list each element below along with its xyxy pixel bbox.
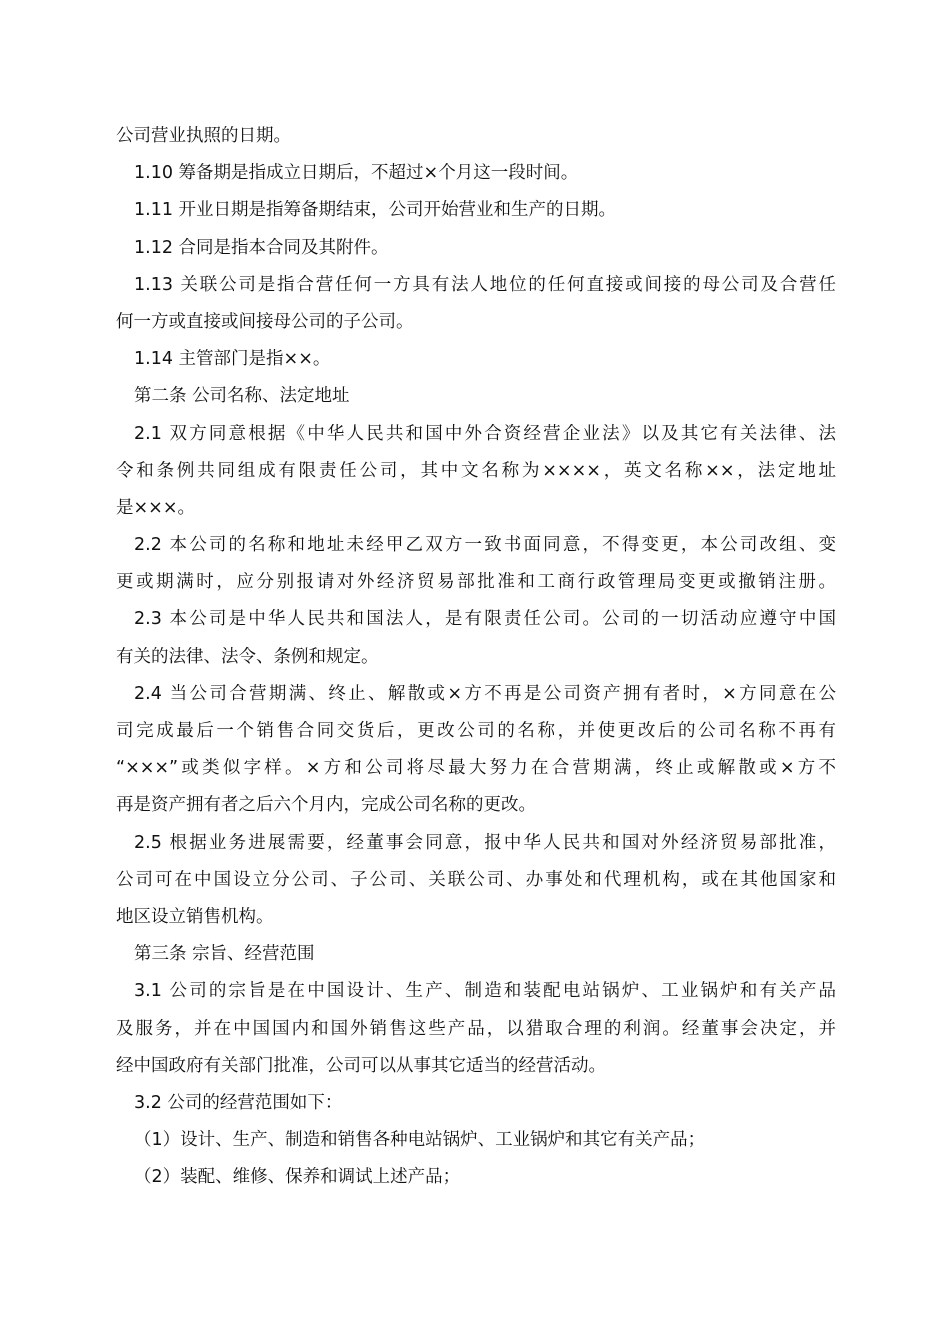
- text-line: 是×××。: [116, 497, 195, 518]
- list-item: （2）装配、维修、保养和调试上述产品；: [134, 1167, 461, 1188]
- text-line: 2.1 双方同意根据《中华人民共和国中外合资经营企业法》以及其它有关法律、法: [134, 423, 836, 444]
- text-line: 3.1 公司的宗旨是在中国设计、生产、制造和装配电站锅炉、工业锅炉和有关产品: [134, 981, 836, 1002]
- text-line: 何一方或直接或间接母公司的子公司。: [116, 311, 414, 332]
- text-line: 地区设立销售机构。: [116, 906, 274, 927]
- list-item: （1）设计、生产、制造和销售各种电站锅炉、工业锅炉和其它有关产品；: [134, 1130, 706, 1151]
- section-heading: 第二条 公司名称、法定地址: [134, 386, 350, 407]
- text-line: 1.13 关联公司是指合营任何一方具有法人地位的任何直接或间接的母公司及合营任: [134, 274, 836, 295]
- text-line: 2.3 本公司是中华人民共和国法人，是有限责任公司。公司的一切活动应遵守中国: [134, 609, 836, 630]
- document-body: [116, 118, 836, 1196]
- text-line: 公司可在中国设立分公司、子公司、关联公司、办事处和代理机构，或在其他国家和: [116, 869, 836, 890]
- text-line: “×××”或类似字样。×方和公司将尽最大努力在合营期满，终止或解散或×方不: [116, 758, 836, 779]
- text-line: 2.4 当公司合营期满、终止、解散或×方不再是公司资产拥有者时，×方同意在公: [134, 683, 836, 704]
- text-line: 3.2 公司的经营范围如下：: [134, 1092, 343, 1113]
- section-heading: 第三条 宗旨、经营范围: [134, 944, 315, 965]
- text-line: 1.14 主管部门是指××。: [134, 349, 331, 370]
- text-line: 1.11 开业日期是指筹备期结束，公司开始营业和生产的日期。: [134, 200, 617, 221]
- text-line: 令和条例共同组成有限责任公司，其中文名称为××××，英文名称××，法定地址: [116, 460, 836, 481]
- text-line: 司完成最后一个销售合同交货后，更改公司的名称，并使更改后的公司名称不再有: [116, 721, 836, 741]
- text-line: 更或期满时，应分别报请对外经济贸易部批准和工商行政管理局变更或撤销注册。: [116, 572, 836, 593]
- text-line: 2.5 根据业务进展需要，经董事会同意，报中华人民共和国对外经济贸易部批准，: [134, 832, 836, 853]
- text-line: 及服务，并在中国国内和国外销售这些产品，以猎取合理的利润。经董事会决定，并: [116, 1018, 836, 1039]
- text-line: 有关的法律、法令、条例和规定。: [116, 646, 379, 667]
- text-line: 1.12 合同是指本合同及其附件。: [134, 237, 389, 258]
- text-line: 经中国政府有关部门批准，公司可以从事其它适当的经营活动。: [116, 1055, 606, 1076]
- text-line: 2.2 本公司的名称和地址未经甲乙双方一致书面同意，不得变更，本公司改组、变: [134, 535, 836, 556]
- text-line: 再是资产拥有者之后六个月内，完成公司名称的更改。: [116, 795, 536, 816]
- text-line: 公司营业执照的日期。: [116, 126, 291, 146]
- text-line: 1.10 筹备期是指成立日期后，不超过×个月这一段时间。: [134, 163, 579, 184]
